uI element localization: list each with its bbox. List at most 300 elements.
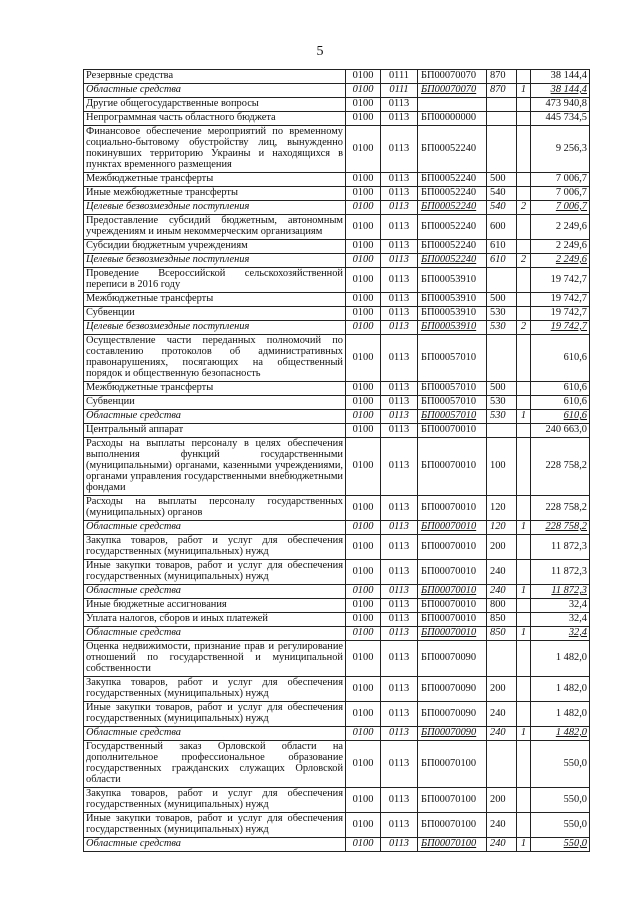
table-row: [84, 677, 590, 702]
section-code-cell: 0100: [346, 382, 381, 396]
table-row: [84, 201, 590, 215]
funding-source-cell: [517, 702, 531, 727]
amount-cell: 240 663,0: [531, 424, 590, 438]
row-name-cell: Уплата налогов, сборов и иных платежей: [84, 613, 346, 627]
page-number: 5: [316, 44, 324, 59]
amount-text: 2 249,6: [555, 254, 587, 266]
subsection-code-cell: 0113: [381, 396, 418, 410]
funding-source-cell: 2: [517, 321, 531, 335]
funding-source-cell: [517, 240, 531, 254]
expense-type-cell: 800: [487, 599, 517, 613]
section-code-cell: 0100: [346, 727, 381, 741]
subsection-code-cell: 0113: [381, 173, 418, 187]
amount-cell: 19 742,7: [531, 268, 590, 293]
amount-text: 38 144,4: [550, 84, 587, 96]
amount-cell: 7 006,7: [531, 173, 590, 187]
amount-cell: 550,0: [531, 813, 590, 838]
section-code-cell: 0100: [346, 741, 381, 788]
funding-source-cell: 1: [517, 84, 531, 98]
amount-cell: 1 482,0: [531, 641, 590, 677]
row-name-cell: Закупка товаров, работ и услуг для обеспечения государственных (муниципальных) нужд: [84, 677, 346, 702]
funding-source-cell: 1: [517, 838, 531, 852]
row-name-cell: Другие общегосударственные вопросы: [84, 98, 346, 112]
target-article-text: БП00057010: [421, 410, 477, 422]
funding-source-cell: [517, 496, 531, 521]
expense-type-cell: 240: [487, 813, 517, 838]
table-row: [84, 84, 590, 98]
amount-cell: 38 144,4: [531, 70, 590, 84]
funding-source-cell: 2: [517, 254, 531, 268]
amount-cell: 11 872,3: [531, 560, 590, 585]
expense-type-cell: 500: [487, 382, 517, 396]
funding-source-cell: [517, 677, 531, 702]
target-article-cell: БП00000000: [418, 112, 487, 126]
row-name-text: Целевые безвозмездные поступления: [86, 321, 250, 333]
funding-source-cell: [517, 268, 531, 293]
table-row: [84, 321, 590, 335]
row-name-cell: [84, 585, 346, 599]
expense-type-cell: 240: [487, 585, 517, 599]
row-name-cell: Финансовое обеспечение мероприятий по временному социально-бытовому обустройству лиц, вынужденно покинувших территорию Украины и находящихся в пунктах временного размещения: [84, 126, 346, 173]
row-name-text: Областные средства: [86, 627, 182, 639]
amount-cell: 2 249,6: [531, 240, 590, 254]
amount-cell: 610,6: [531, 335, 590, 382]
table-row: [84, 268, 590, 293]
target-article-text: БП00070100: [421, 838, 477, 850]
amount-cell: 1 482,0: [531, 702, 590, 727]
table-row: [84, 382, 590, 396]
row-name-text: Областные средства: [86, 585, 182, 597]
expense-type-cell: 540: [487, 187, 517, 201]
expense-type-cell: 850: [487, 613, 517, 627]
section-code-cell: 0100: [346, 599, 381, 613]
table-row: [84, 396, 590, 410]
section-code-cell: 0100: [346, 240, 381, 254]
expense-type-cell: [487, 268, 517, 293]
target-article-cell: [418, 585, 487, 599]
funding-source-cell: [517, 126, 531, 173]
subsection-code-cell: 0113: [381, 535, 418, 560]
funding-source-cell: [517, 98, 531, 112]
target-article-cell: [418, 838, 487, 852]
target-article-text: БП00070010: [421, 585, 477, 597]
row-name-text: Областные средства: [86, 410, 182, 422]
subsection-code-cell: 0111: [381, 84, 418, 98]
row-name-cell: Расходы на выплаты персоналу государственных (муниципальных) органов: [84, 496, 346, 521]
amount-cell: 32,4: [531, 613, 590, 627]
funding-source-cell: [517, 424, 531, 438]
amount-cell: [531, 410, 590, 424]
section-code-cell: 0100: [346, 627, 381, 641]
target-article-cell: БП00070010: [418, 424, 487, 438]
target-article-cell: БП00052240: [418, 215, 487, 240]
section-code-cell: 0100: [346, 585, 381, 599]
target-article-cell: БП00070100: [418, 741, 487, 788]
expense-type-cell: 500: [487, 293, 517, 307]
subsection-code-cell: 0113: [381, 585, 418, 599]
target-article-cell: БП00052240: [418, 173, 487, 187]
target-article-cell: [418, 727, 487, 741]
table-row: [84, 560, 590, 585]
target-article-cell: [418, 410, 487, 424]
row-name-cell: Расходы на выплаты персоналу в целях обеспечения выполнения функций государственными (муниципальными) органами, казенными учреждениями, органами управления государственными внебюджетными фондами: [84, 438, 346, 496]
target-article-cell: БП00057010: [418, 396, 487, 410]
expense-type-cell: 870: [487, 84, 517, 98]
row-name-cell: [84, 254, 346, 268]
funding-source-cell: [517, 307, 531, 321]
table-row: [84, 126, 590, 173]
table-row: [84, 702, 590, 727]
section-code-cell: 0100: [346, 307, 381, 321]
target-article-cell: [418, 84, 487, 98]
subsection-code-cell: 0113: [381, 641, 418, 677]
amount-cell: 610,6: [531, 382, 590, 396]
amount-cell: 550,0: [531, 741, 590, 788]
row-name-cell: Резервные средства: [84, 70, 346, 84]
expense-type-cell: [487, 98, 517, 112]
subsection-code-cell: 0113: [381, 788, 418, 813]
expense-type-cell: 870: [487, 70, 517, 84]
row-name-cell: Непрограммная часть областного бюджета: [84, 112, 346, 126]
funding-source-cell: [517, 813, 531, 838]
budget-table-body: [84, 70, 590, 852]
subsection-code-cell: 0113: [381, 201, 418, 215]
amount-cell: 550,0: [531, 788, 590, 813]
subsection-code-cell: 0113: [381, 599, 418, 613]
funding-source-cell: [517, 560, 531, 585]
subsection-code-cell: 0113: [381, 307, 418, 321]
target-article-cell: БП00070090: [418, 641, 487, 677]
target-article-text: БП00070010: [421, 627, 477, 639]
target-article-text: БП00052240: [421, 201, 477, 213]
target-article-cell: БП00070010: [418, 560, 487, 585]
expense-type-cell: 120: [487, 521, 517, 535]
target-article-cell: БП00070010: [418, 613, 487, 627]
amount-cell: [531, 254, 590, 268]
amount-cell: 445 734,5: [531, 112, 590, 126]
table-row: [84, 173, 590, 187]
subsection-code-cell: 0113: [381, 560, 418, 585]
table-row: [84, 727, 590, 741]
budget-table: [83, 69, 590, 852]
funding-source-cell: [517, 641, 531, 677]
subsection-code-cell: 0113: [381, 335, 418, 382]
expense-type-cell: 600: [487, 215, 517, 240]
target-article-cell: БП00070010: [418, 599, 487, 613]
funding-source-cell: [517, 741, 531, 788]
funding-source-cell: [517, 187, 531, 201]
row-name-cell: Оценка недвижимости, признание прав и регулирование отношений по государственной и муниципальной собственности: [84, 641, 346, 677]
funding-source-cell: [517, 173, 531, 187]
funding-source-cell: 1: [517, 727, 531, 741]
table-row: [84, 424, 590, 438]
subsection-code-cell: 0113: [381, 410, 418, 424]
target-article-cell: БП00070090: [418, 677, 487, 702]
table-row: [84, 293, 590, 307]
section-code-cell: 0100: [346, 560, 381, 585]
target-article-text: БП00052240: [421, 254, 477, 266]
section-code-cell: 0100: [346, 813, 381, 838]
row-name-cell: Осуществление части переданных полномочий по составлению протоколов об административных правонарушениях, посягающих на общественный порядок и общественную безопасность: [84, 335, 346, 382]
table-row: [84, 307, 590, 321]
section-code-cell: 0100: [346, 496, 381, 521]
table-row: [84, 741, 590, 788]
amount-cell: 228 758,2: [531, 438, 590, 496]
section-code-cell: 0100: [346, 201, 381, 215]
subsection-code-cell: 0113: [381, 438, 418, 496]
funding-source-cell: [517, 293, 531, 307]
subsection-code-cell: 0113: [381, 215, 418, 240]
row-name-cell: Межбюджетные трансферты: [84, 293, 346, 307]
amount-cell: 11 872,3: [531, 535, 590, 560]
row-name-text: Областные средства: [86, 521, 182, 533]
expense-type-cell: [487, 741, 517, 788]
section-code-cell: 0100: [346, 838, 381, 852]
subsection-code-cell: 0113: [381, 382, 418, 396]
target-article-text: БП00070010: [421, 521, 477, 533]
subsection-code-cell: 0113: [381, 813, 418, 838]
funding-source-cell: [517, 335, 531, 382]
subsection-code-cell: 0113: [381, 521, 418, 535]
row-name-cell: Субвенции: [84, 307, 346, 321]
table-row: [84, 254, 590, 268]
row-name-cell: Предоставление субсидий бюджетным, автономным учреждениям и иным некоммерческим организациям: [84, 215, 346, 240]
amount-text: 1 482,0: [555, 727, 587, 739]
funding-source-cell: [517, 396, 531, 410]
amount-text: 228 758,2: [545, 521, 587, 533]
amount-text: 7 006,7: [555, 201, 587, 213]
section-code-cell: 0100: [346, 215, 381, 240]
subsection-code-cell: 0113: [381, 112, 418, 126]
expense-type-cell: 100: [487, 438, 517, 496]
amount-cell: [531, 627, 590, 641]
table-row: [84, 599, 590, 613]
section-code-cell: 0100: [346, 641, 381, 677]
funding-source-cell: [517, 599, 531, 613]
funding-source-cell: 1: [517, 627, 531, 641]
row-name-cell: [84, 727, 346, 741]
target-article-cell: БП00070010: [418, 535, 487, 560]
row-name-cell: [84, 521, 346, 535]
target-article-cell: БП00053910: [418, 268, 487, 293]
amount-cell: [531, 521, 590, 535]
section-code-cell: 0100: [346, 98, 381, 112]
expense-type-cell: [487, 641, 517, 677]
amount-cell: 1 482,0: [531, 677, 590, 702]
table-row: [84, 215, 590, 240]
subsection-code-cell: 0111: [381, 70, 418, 84]
section-code-cell: 0100: [346, 254, 381, 268]
funding-source-cell: [517, 788, 531, 813]
amount-cell: 19 742,7: [531, 307, 590, 321]
amount-cell: 9 256,3: [531, 126, 590, 173]
row-name-cell: Закупка товаров, работ и услуг для обеспечения государственных (муниципальных) нужд: [84, 788, 346, 813]
row-name-text: Областные средства: [86, 727, 182, 739]
table-row: [84, 627, 590, 641]
expense-type-cell: 530: [487, 307, 517, 321]
target-article-text: БП00053910: [421, 321, 477, 333]
row-name-cell: [84, 321, 346, 335]
amount-cell: 2 249,6: [531, 215, 590, 240]
target-article-cell: БП00070010: [418, 496, 487, 521]
amount-cell: [531, 84, 590, 98]
subsection-code-cell: 0113: [381, 293, 418, 307]
funding-source-cell: 2: [517, 201, 531, 215]
funding-source-cell: [517, 382, 531, 396]
section-code-cell: 0100: [346, 788, 381, 813]
amount-cell: [531, 727, 590, 741]
target-article-cell: [418, 627, 487, 641]
funding-source-cell: [517, 438, 531, 496]
table-row: [84, 788, 590, 813]
subsection-code-cell: 0113: [381, 240, 418, 254]
row-name-cell: Государственный заказ Орловской области на дополнительное профессиональное образование государственных гражданских служащих Орловской области: [84, 741, 346, 788]
expense-type-cell: 200: [487, 677, 517, 702]
amount-cell: 32,4: [531, 599, 590, 613]
funding-source-cell: [517, 215, 531, 240]
funding-source-cell: [517, 70, 531, 84]
subsection-code-cell: 0113: [381, 496, 418, 521]
row-name-cell: [84, 627, 346, 641]
funding-source-cell: [517, 112, 531, 126]
expense-type-cell: [487, 112, 517, 126]
section-code-cell: 0100: [346, 70, 381, 84]
row-name-cell: Центральный аппарат: [84, 424, 346, 438]
table-row: [84, 641, 590, 677]
expense-type-cell: [487, 424, 517, 438]
subsection-code-cell: 0113: [381, 627, 418, 641]
expense-type-cell: 240: [487, 560, 517, 585]
row-name-cell: Иные межбюджетные трансферты: [84, 187, 346, 201]
section-code-cell: 0100: [346, 126, 381, 173]
row-name-text: Целевые безвозмездные поступления: [86, 201, 250, 213]
section-code-cell: 0100: [346, 112, 381, 126]
row-name-cell: [84, 84, 346, 98]
expense-type-cell: [487, 335, 517, 382]
table-row: [84, 240, 590, 254]
amount-text: 32,4: [568, 627, 587, 639]
subsection-code-cell: 0113: [381, 702, 418, 727]
table-row: [84, 585, 590, 599]
section-code-cell: 0100: [346, 293, 381, 307]
target-article-cell: БП00052240: [418, 126, 487, 173]
funding-source-cell: 1: [517, 585, 531, 599]
row-name-cell: Субсидии бюджетным учреждениям: [84, 240, 346, 254]
expense-type-cell: 530: [487, 396, 517, 410]
section-code-cell: 0100: [346, 521, 381, 535]
expense-type-cell: 240: [487, 702, 517, 727]
amount-cell: [531, 201, 590, 215]
row-name-cell: Субвенции: [84, 396, 346, 410]
row-name-text: Целевые безвозмездные поступления: [86, 254, 250, 266]
amount-cell: 19 742,7: [531, 293, 590, 307]
row-name-text: Областные средства: [86, 84, 182, 96]
funding-source-cell: [517, 535, 531, 560]
section-code-cell: 0100: [346, 335, 381, 382]
section-code-cell: 0100: [346, 321, 381, 335]
row-name-cell: Иные закупки товаров, работ и услуг для обеспечения государственных (муниципальных) нужд: [84, 813, 346, 838]
funding-source-cell: 1: [517, 410, 531, 424]
target-article-cell: БП00057010: [418, 335, 487, 382]
expense-type-cell: 240: [487, 838, 517, 852]
amount-cell: 610,6: [531, 396, 590, 410]
table-row: [84, 813, 590, 838]
table-row: [84, 838, 590, 852]
table-row: [84, 535, 590, 560]
amount-cell: 7 006,7: [531, 187, 590, 201]
row-name-cell: [84, 201, 346, 215]
subsection-code-cell: 0113: [381, 613, 418, 627]
funding-source-cell: 1: [517, 521, 531, 535]
section-code-cell: 0100: [346, 424, 381, 438]
target-article-cell: БП00052240: [418, 240, 487, 254]
section-code-cell: 0100: [346, 187, 381, 201]
expense-type-cell: 610: [487, 254, 517, 268]
subsection-code-cell: 0113: [381, 268, 418, 293]
table-row: [84, 438, 590, 496]
expense-type-cell: 610: [487, 240, 517, 254]
expense-type-cell: [487, 126, 517, 173]
target-article-cell: [418, 521, 487, 535]
expense-type-cell: 850: [487, 627, 517, 641]
section-code-cell: 0100: [346, 677, 381, 702]
row-name-cell: [84, 838, 346, 852]
amount-cell: 473 940,8: [531, 98, 590, 112]
subsection-code-cell: 0113: [381, 187, 418, 201]
target-article-text: БП00070070: [421, 84, 477, 96]
table-row: [84, 70, 590, 84]
subsection-code-cell: 0113: [381, 98, 418, 112]
table-row: [84, 187, 590, 201]
subsection-code-cell: 0113: [381, 677, 418, 702]
expense-type-cell: 120: [487, 496, 517, 521]
target-article-cell: [418, 321, 487, 335]
section-code-cell: 0100: [346, 396, 381, 410]
amount-cell: [531, 321, 590, 335]
target-article-cell: БП00070090: [418, 702, 487, 727]
row-name-cell: Межбюджетные трансферты: [84, 173, 346, 187]
section-code-cell: 0100: [346, 613, 381, 627]
amount-cell: 228 758,2: [531, 496, 590, 521]
target-article-cell: БП00052240: [418, 187, 487, 201]
target-article-cell: БП00053910: [418, 293, 487, 307]
row-name-cell: Закупка товаров, работ и услуг для обеспечения государственных (муниципальных) нужд: [84, 535, 346, 560]
target-article-cell: [418, 254, 487, 268]
amount-text: 11 872,3: [551, 585, 587, 597]
subsection-code-cell: 0113: [381, 741, 418, 788]
expense-type-cell: 530: [487, 410, 517, 424]
section-code-cell: 0100: [346, 535, 381, 560]
target-article-cell: БП00057010: [418, 382, 487, 396]
section-code-cell: 0100: [346, 268, 381, 293]
amount-cell: [531, 585, 590, 599]
funding-source-cell: [517, 613, 531, 627]
amount-text: 19 742,7: [550, 321, 587, 333]
row-name-text: Областные средства: [86, 838, 182, 850]
expense-type-cell: 200: [487, 788, 517, 813]
section-code-cell: 0100: [346, 438, 381, 496]
expense-type-cell: 200: [487, 535, 517, 560]
subsection-code-cell: 0113: [381, 321, 418, 335]
subsection-code-cell: 0113: [381, 424, 418, 438]
table-row: [84, 496, 590, 521]
table-row: [84, 112, 590, 126]
target-article-cell: [418, 201, 487, 215]
amount-text: 550,0: [563, 838, 587, 850]
expense-type-cell: 240: [487, 727, 517, 741]
target-article-cell: [418, 98, 487, 112]
subsection-code-cell: 0113: [381, 838, 418, 852]
